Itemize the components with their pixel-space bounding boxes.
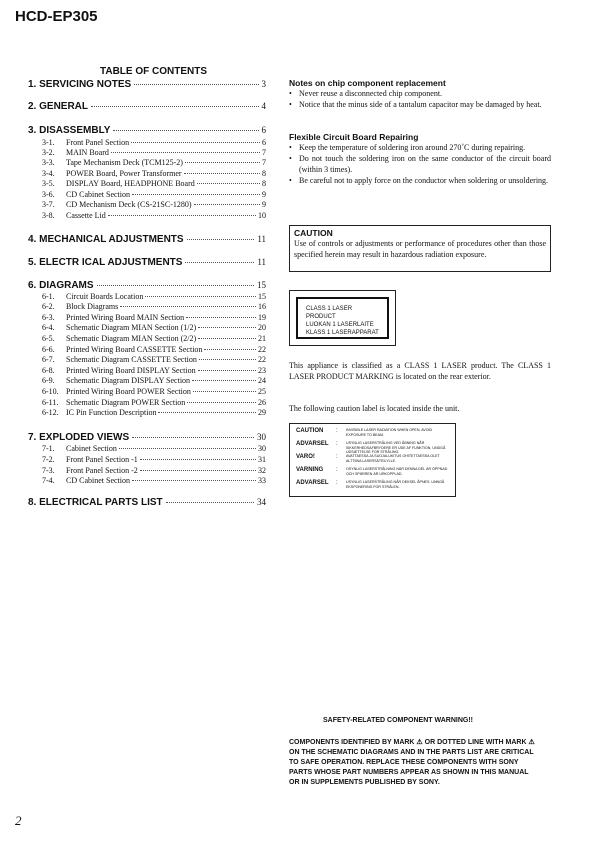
toc-item-page: 9	[262, 200, 266, 209]
toc-item-text: CD Cabinet Section	[66, 190, 130, 199]
toc-item-page: 20	[258, 323, 266, 332]
toc-item-num: 6-12.	[42, 408, 59, 417]
page-number: 2	[15, 813, 22, 828]
laser-product-label	[289, 290, 396, 346]
toc-section-label: 5. ELECTR ICAL ADJUSTMENTS	[28, 257, 183, 268]
caution-label-name: VARNING	[296, 467, 324, 473]
toc-item-num: 6-4.	[42, 323, 55, 332]
laser-label-line: KLASS 1 LASERAPPARAT	[306, 330, 379, 336]
toc-item[interactable]	[42, 444, 266, 453]
toc-item-text: POWER Board, Power Transformer	[66, 169, 182, 178]
toc-item-text: DISPLAY Board, HEADPHONE Board	[66, 179, 195, 188]
caution-label-row: CAUTION : INVISIBLE LASER RADIATION WHEN OPEN. AVOID EXPOSURE TO BEAM.	[296, 428, 449, 441]
chip-notes	[289, 78, 551, 110]
toc-item[interactable]	[42, 179, 266, 188]
flex-notes	[289, 132, 551, 186]
toc-item-text: Circuit Boards Location	[66, 292, 144, 301]
toc-section-page: 34	[257, 497, 266, 507]
toc-item-page: 31	[258, 455, 266, 464]
caution-text: Use of controls or adjustments or performance of procedures other than those specified herein may result in hazardous radiation exposure.	[294, 239, 546, 259]
toc-item-text: Schematic Diagram CASSETTE Section	[66, 355, 197, 364]
caution-label-name: CAUTION	[296, 428, 324, 434]
toc-item-text: Front Panel Section -2	[66, 466, 138, 475]
toc-section[interactable]	[28, 101, 266, 112]
safety-warning-text: COMPONENTS IDENTIFIED BY MARK ⚠ OR DOTTED LINE WITH MARK ⚠ ON THE SCHEMATIC DIAGRAMS AND IN THE PARTS LIST ARE CRITICAL TO SAFE OPERATION. REPLACE THESE COMPONENTS WITH SONY PARTS WHOSE PART NUMBERS APPEAR AS SHOWN IN THIS MANUAL OR IN SUPPLEMENTS PUBLISHED BY SONY.	[289, 739, 535, 786]
toc-item-text: Schematic Diagram MIAN Section (2/2)	[66, 334, 197, 343]
toc-item-num: 3-1.	[42, 138, 55, 147]
caution-label-row: ADVARSEL : USYNLIG LASERSTRÅLING NÅR DEKSEL ÅPNES. UNNGÅ EKSPONERING FOR STRÅLEN.	[296, 480, 449, 493]
toc-item-num: 7-3.	[42, 466, 55, 475]
toc-section-label: 6. DIAGRAMS	[28, 280, 94, 291]
caution-label-text: USYNLIG LASERSTRÅLING VED ÅBNING NÅR SIKKERHEDSAFBRYDERE ER UDE AF FUNKTION. UNDGÅ UDSÆTTELSE FOR STRÅLING.	[346, 441, 446, 455]
toc-item-num: 3-2.	[42, 148, 55, 157]
toc-section-page: 6	[261, 125, 266, 135]
chip-note-item: • Never reuse a disconnected chip component.	[289, 88, 551, 99]
toc-item[interactable]	[42, 158, 266, 167]
caution-label-text: USYNLIG LASERSTRÅLING NÅR DEKSEL ÅPNES. UNNGÅ EKSPONERING FOR STRÅLEN.	[346, 480, 445, 489]
toc-item-num: 6-1.	[42, 292, 55, 301]
caution-label-row: VARO! : AVATTAESSA JA SUOJALUKITUS OHITETTAESSA OLET ALTTIINA LASERSÄTEILYLLE.	[296, 454, 449, 467]
toc-section[interactable]	[28, 79, 266, 90]
toc-item-page: 15	[258, 292, 266, 301]
toc-item-page: 16	[258, 302, 266, 311]
toc-item[interactable]	[42, 334, 266, 343]
toc-item-page: 25	[258, 387, 266, 396]
laser-label-line: CLASS 1 LASER PRODUCT	[306, 306, 353, 320]
toc-item-num: 7-4.	[42, 476, 55, 485]
toc-section-page: 11	[257, 257, 266, 267]
toc-item-text: Schematic Diagram DISPLAY Section	[66, 376, 191, 385]
toc-item[interactable]	[42, 323, 266, 332]
toc-item-text: Cabinet Section	[66, 444, 117, 453]
toc-item-text: Printed Wiring Board POWER Section	[66, 387, 191, 396]
toc-item[interactable]	[42, 190, 266, 199]
caution-label-name: ADVARSEL	[296, 480, 329, 486]
toc-item-num: 3-6.	[42, 190, 55, 199]
toc-item-num: 6-6.	[42, 345, 55, 354]
toc-item-num: 6-7.	[42, 355, 55, 364]
toc-section[interactable]	[28, 234, 266, 245]
toc-item[interactable]	[42, 387, 266, 396]
toc-item-text: MAIN Board	[66, 148, 109, 157]
toc-item-num: 3-8.	[42, 211, 55, 220]
toc-item[interactable]	[42, 355, 266, 364]
caution-label-text: OSYNLIG LASERSTRÅLNING NÄR DENNA DEL ÄR ÖPPNAD OCH SPÄRREN ÄR URKOPPLAD.	[346, 467, 448, 476]
toc-section[interactable]	[28, 257, 266, 268]
toc-item[interactable]	[42, 302, 266, 311]
toc-item-page: 8	[262, 169, 266, 178]
toc-item[interactable]	[42, 466, 266, 475]
toc-item-num: 3-7.	[42, 200, 55, 209]
toc-item-num: 3-4.	[42, 169, 55, 178]
toc-item-num: 6-5.	[42, 334, 55, 343]
toc-item[interactable]	[42, 292, 266, 301]
toc-item-text: Front Panel Section -1	[66, 455, 138, 464]
class-paragraph: This appliance is classified as a CLASS 1 LASER product. The CLASS 1 LASER PRODUCT MARKING is located on the rear exterior.	[289, 361, 551, 381]
toc-section[interactable]	[28, 432, 266, 443]
toc-item-text: Block Diagrams	[66, 302, 119, 311]
toc-item[interactable]	[42, 366, 266, 375]
toc-item[interactable]	[42, 148, 266, 157]
caution-label-name: ADVARSEL	[296, 441, 329, 447]
caution-label-row: VARNING : OSYNLIG LASERSTRÅLNING NÄR DENNA DEL ÄR ÖPPNAD OCH SPÄRREN ÄR URKOPPLAD.	[296, 467, 448, 476]
caution-box	[289, 225, 551, 272]
toc-item[interactable]	[42, 376, 266, 385]
flex-note-item: • Do not touch the soldering iron on the same conductor of the circuit board (within 3 times).	[289, 153, 551, 175]
toc-item-text: Printed Wiring Board CASSETTE Section	[66, 345, 203, 354]
toc-item-page: 6	[262, 138, 266, 147]
toc-section-label: 7. EXPLODED VIEWS	[28, 432, 130, 443]
caution-label-image	[289, 423, 456, 497]
toc-item-page: 21	[258, 334, 266, 343]
toc-section-page: 30	[257, 432, 266, 442]
laser-label-line: LUOKAN 1 LASERLAITE	[306, 322, 374, 328]
toc-item-text: Printed Wiring Board MAIN Section	[66, 313, 185, 322]
toc-item[interactable]	[42, 169, 266, 178]
toc-item-num: 7-1.	[42, 444, 55, 453]
toc-item-page: 33	[258, 476, 266, 485]
label-paragraph: The following caution label is located inside the unit.	[289, 404, 460, 413]
toc-item[interactable]	[42, 211, 266, 220]
caution-label-text: INVISIBLE LASER RADIATION WHEN OPEN. AVOID EXPOSURE TO BEAM.	[346, 428, 433, 437]
toc-item-num: 6-11.	[42, 398, 59, 407]
toc-section[interactable]	[28, 497, 266, 508]
toc-item-num: 6-3.	[42, 313, 55, 322]
toc-item-num: 6-9.	[42, 376, 55, 385]
toc-item-page: 19	[258, 313, 266, 322]
toc-item-page: 32	[258, 466, 266, 475]
toc-section-page: 15	[257, 280, 266, 290]
toc-section-page: 4	[261, 101, 266, 111]
flex-note-item: • Keep the temperature of soldering iron around 270˚C during repairing.	[289, 142, 551, 153]
toc-item[interactable]	[42, 455, 266, 464]
toc-item[interactable]	[42, 313, 266, 322]
toc-section-label: 8. ELECTRICAL PARTS LIST	[28, 497, 163, 508]
toc-title: TABLE OF CONTENTS	[100, 66, 208, 77]
toc-item-num: 3-5.	[42, 179, 55, 188]
toc-item-page: 8	[262, 179, 266, 188]
toc-item-page: 29	[258, 408, 266, 417]
caution-label-row: ADVARSEL : USYNLIG LASERSTRÅLING VED ÅBNING NÅR SIKKERHEDSAFBRYDERE ER UDE AF FUNKTION. UNDGÅ UDSÆTTELSE FOR STRÅLING.	[296, 441, 449, 454]
toc-item-text: Front Panel Section	[66, 138, 130, 147]
toc-item[interactable]	[42, 476, 266, 485]
toc-section-label: 2. GENERAL	[28, 101, 89, 112]
toc-item-text: Printed Wiring Board DISPLAY Section	[66, 366, 196, 375]
model-title: HCD-EP305	[15, 8, 98, 25]
toc-section-label: 1. SERVICING NOTES	[28, 79, 132, 90]
toc-item-page: 26	[258, 398, 266, 407]
toc-item-page: 7	[262, 158, 266, 167]
caution-heading: CAUTION	[294, 228, 333, 238]
toc-item-text: CD Cabinet Section	[66, 476, 130, 485]
toc-item-text: Schematic Diagram MIAN Section (1/2)	[66, 323, 197, 332]
toc-item-num: 6-8.	[42, 366, 55, 375]
toc-item-page: 22	[258, 345, 266, 354]
chip-notes-title: Notes on chip component replacement	[289, 78, 446, 88]
toc-item-page: 24	[258, 376, 266, 385]
safety-warning-title: SAFETY-RELATED COMPONENT WARNING!!	[323, 717, 473, 724]
toc-section-page: 11	[257, 234, 266, 244]
toc-section[interactable]	[28, 280, 266, 291]
toc-item-page: 30	[258, 444, 266, 453]
toc-item-num: 6-10.	[42, 387, 59, 396]
toc-section[interactable]	[28, 125, 266, 136]
flex-note-item: • Be careful not to apply force on the conductor when soldering or unsoldering.	[289, 175, 551, 186]
toc-item-page: 22	[258, 355, 266, 364]
toc-item[interactable]	[42, 138, 266, 147]
toc-section-label: 4. MECHANICAL ADJUSTMENTS	[28, 234, 184, 245]
toc-item[interactable]	[42, 345, 266, 354]
toc-item-num: 7-2.	[42, 455, 55, 464]
caution-label-name: VARO!	[296, 454, 315, 460]
toc-item-page: 23	[258, 366, 266, 375]
chip-note-item: • Notice that the minus side of a tantalum capacitor may be damaged by heat.	[289, 99, 551, 110]
toc-item[interactable]	[42, 398, 266, 407]
toc-item[interactable]	[42, 200, 266, 209]
toc-item-page: 7	[262, 148, 266, 157]
toc-item-page: 9	[262, 190, 266, 199]
toc-item-num: 6-2.	[42, 302, 55, 311]
toc-section-page: 3	[261, 79, 266, 89]
toc-item-text: Cassette Lid	[66, 211, 106, 220]
toc-item-text: Tape Mechanism Deck (TCM125-2)	[66, 158, 183, 167]
toc-item-num: 3-3.	[42, 158, 55, 167]
toc-item[interactable]	[42, 408, 266, 417]
toc-item-page: 10	[258, 211, 266, 220]
toc-item-text: IC Pin Function Description	[66, 408, 157, 417]
toc-item-text: Schematic Diagram POWER Section	[66, 398, 186, 407]
toc-section-label: 3. DISASSEMBLY	[28, 125, 111, 136]
caution-label-text: AVATTAESSA JA SUOJALUKITUS OHITETTAESSA OLET ALTTIINA LASERSÄTEILYLLE.	[346, 454, 440, 463]
flex-notes-title: Flexible Circuit Board Repairing	[289, 132, 419, 142]
toc-item-text: CD Mechanism Deck (CS-21SC-1280)	[66, 200, 192, 209]
